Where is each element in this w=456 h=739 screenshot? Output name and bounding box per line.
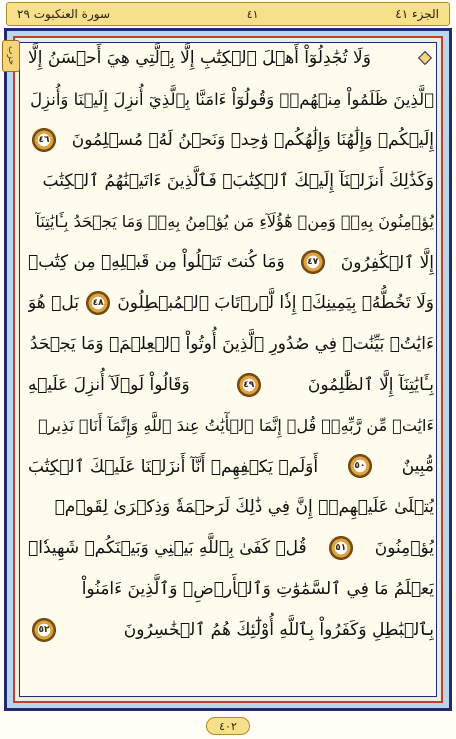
verse-text: وَقَالُواْ لَوۡلَآ أُنزِلَ عَلَيۡهِ	[28, 374, 190, 395]
ayah-number-icon: ٥٠	[348, 454, 372, 478]
ayah-number-icon: ٤٧	[301, 250, 325, 274]
verse-text: قُلۡ كَفَىٰ بِٱللَّهِ بَيۡنِي وَبَيۡنَكُمۡ شَهِيدٗاۖ	[28, 537, 307, 558]
text-line	[28, 120, 434, 161]
text-line	[28, 283, 434, 324]
text-line	[28, 609, 434, 650]
verse-text: وَلَا تَخُطُّهُۥ بِيَمِينِكَۖ إِذٗا لَّٱرۡتَابَ ٱلۡمُبۡطِلُونَ	[117, 293, 434, 314]
verse-text: ٱلَّذِينَ ظَلَمُواْ مِنۡهُمۡۖ وَقُولُوٓاْ ءَامَنَّا بِٱلَّذِيٓ أُنزِلَ إِلَيۡنَا وَأُنزِلَ	[30, 89, 434, 109]
verse-text: وَكَذَٰلِكَ أَنزَلۡنَآ إِلَيۡكَ ٱلۡكِتَٰبَۚ فَٱلَّذِينَ ءَاتَيۡنَٰهُمُ ٱلۡكِتَٰبَ	[42, 171, 434, 192]
verse-text: إِلَّا ٱلۡكَٰفِرُونَ	[340, 252, 434, 273]
text-line	[28, 446, 434, 487]
page-header	[6, 2, 450, 26]
verse-text-block	[28, 38, 434, 698]
ayah-number-icon: ٤٦	[32, 128, 56, 152]
verse-text: مُّبِينٌ	[401, 456, 434, 477]
page-footer	[0, 716, 456, 736]
verse-text: بَلۡ هُوَ	[28, 293, 79, 314]
verse-text: يُؤۡمِنُونَ	[374, 537, 434, 558]
text-line	[28, 364, 434, 405]
section-marker-icon	[418, 51, 432, 65]
ayah-number-icon: ٥١	[329, 536, 353, 560]
verse-text: بِٱلۡبَٰطِلِ وَكَفَرُواْ بِٱللَّهِ أُوْلَٰٓئِكَ هُمُ ٱلۡخَٰسِرُونَ	[123, 620, 434, 641]
hizb-marker: ٤١	[246, 7, 259, 21]
text-line	[28, 79, 434, 120]
page-number: ٤٠٢	[206, 717, 250, 735]
ayah-number-icon: ٤٨	[86, 291, 110, 315]
verse-text: يُتۡلَىٰ عَلَيۡهِمۡۚ إِنَّ فِي ذَٰلِكَ لَرَحۡمَةٗ وَذِكۡرَىٰ لِقَوۡمٖ	[54, 497, 434, 518]
verse-text: وَمَا كُنتَ تَتۡلُواْ مِن قَبۡلِهِۦ مِن كِتَٰبٖ	[28, 252, 285, 273]
verse-text: إِلَيۡكُمۡ وَإِلَٰهُنَا وَإِلَٰهُكُمۡ وَٰحِدٞ وَنَحۡنُ لَهُۥ مُسۡلِمُونَ	[71, 129, 434, 150]
text-line	[28, 201, 434, 242]
juz-label: الجزء ٤١	[395, 7, 439, 21]
text-line	[28, 242, 434, 283]
text-line	[28, 160, 434, 201]
ayah-number-icon: ٤٩	[237, 373, 261, 397]
verse-text: يَعۡلَمُ مَا فِي ٱلسَّمَٰوَٰتِ وَٱلۡأَرۡضِۗ وَٱلَّذِينَ ءَامَنُواْ	[81, 579, 434, 600]
text-line	[28, 38, 434, 79]
text-line	[28, 487, 434, 528]
verse-text: بِـَٔايَٰتِنَآ إِلَّا ٱلظَّٰلِمُونَ	[307, 375, 434, 396]
text-line	[28, 528, 434, 569]
verse-text: أَوَلَمۡ يَكۡفِهِمۡ أَنَّآ أَنزَلۡنَا عَلَيۡكَ ٱلۡكِتَٰبَ	[28, 456, 319, 477]
ayah-number-icon: ٥٢	[32, 618, 56, 642]
surah-label: سورة العنكبوت ٢٩	[17, 7, 111, 21]
text-line	[28, 324, 434, 365]
text-line	[28, 405, 434, 446]
text-line	[28, 568, 434, 609]
verse-text: ءَايَٰتٞ مِّن رَّبِّهِۦۖ قُلۡ إِنَّمَا ٱلۡأٓيَٰتُ عِندَ ٱللَّهِ وَإِنَّمَآ أَنَا۠ نَذِيرٞ	[38, 416, 434, 436]
verse-text: وَلَا تُجَٰدِلُوٓاْ أَهۡلَ ٱلۡكِتَٰبِ إِلَّا بِٱلَّتِي هِيَ أَحۡسَنُ إِلَّا	[28, 48, 371, 69]
verse-text: يُؤۡمِنُونَ بِهِۦۖ وَمِنۡ هَٰٓؤُلَآءِ مَن يُؤۡمِنُ بِهِۦۚ وَمَا يَجۡحَدُ بِـَٔايَٰتِنَآ	[35, 212, 434, 232]
hizb-side-marker: حزب	[2, 40, 20, 72]
verse-text: ءَايَٰتُۢ بَيِّنَٰتٞ فِي صُدُورِ ٱلَّذِينَ أُوتُواْ ٱلۡعِلۡمَۚ وَمَا يَجۡحَدُ	[29, 333, 434, 354]
